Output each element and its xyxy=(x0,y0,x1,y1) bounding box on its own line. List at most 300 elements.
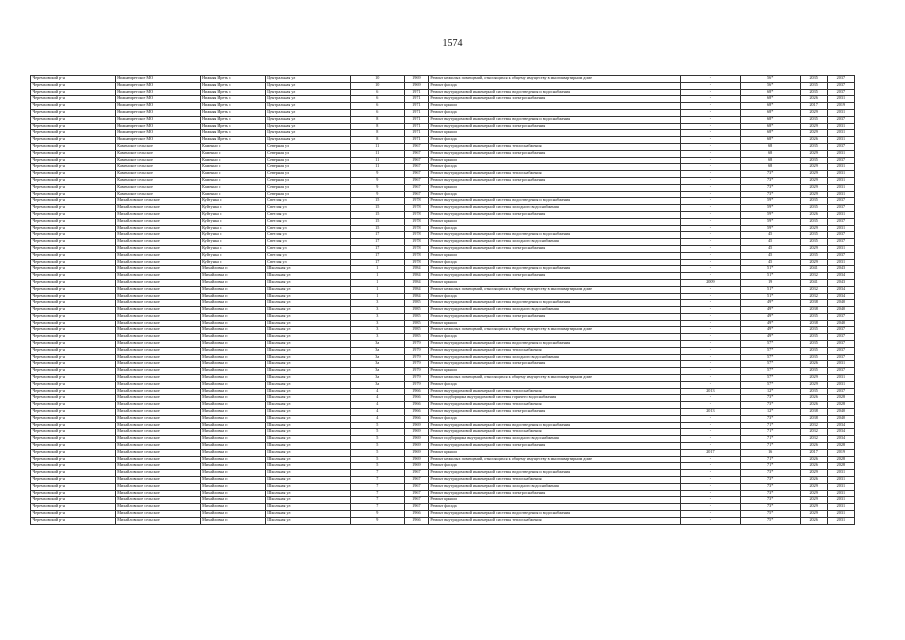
table-row xyxy=(31,171,855,178)
build-year-cell: 1979 xyxy=(404,375,428,382)
house-number-cell: 11 xyxy=(350,143,404,150)
start-year-cell: 2035 xyxy=(800,76,827,83)
street-cell: Светлая ул xyxy=(265,245,350,252)
house-number-cell: 7 xyxy=(350,504,404,511)
settlement-cell: Куйтунка с xyxy=(200,232,265,239)
table-row xyxy=(31,184,855,191)
build-year-cell: 1984 xyxy=(404,286,428,293)
wear-percent-cell: 56* xyxy=(740,82,800,89)
end-year-cell: 2031 xyxy=(827,375,854,382)
street-cell: Северная ул xyxy=(265,191,350,198)
street-cell: Школьная ул xyxy=(265,293,350,300)
settlement-cell: Михайловка п xyxy=(200,402,265,409)
last-repair-year-cell: - xyxy=(681,477,741,484)
build-year-cell: 1979 xyxy=(404,347,428,354)
build-year-cell: 1985 xyxy=(404,307,428,314)
build-year-cell: 1966 xyxy=(404,511,428,518)
district-cell: Черемховский р-н xyxy=(31,225,116,232)
table-row xyxy=(31,341,855,348)
house-number-cell: 1 xyxy=(350,279,404,286)
last-repair-year-cell: - xyxy=(681,150,741,157)
house-number-cell: 17 xyxy=(350,239,404,246)
district-cell: Черемховский р-н xyxy=(31,109,116,116)
end-year-cell: 2028 xyxy=(827,402,854,409)
last-repair-year-cell: - xyxy=(681,375,741,382)
municipality-cell: Михайловское сельское xyxy=(115,211,200,218)
work-type-cell: Ремонт внутридомовой инженерной системы водоотведения и водоснабжения xyxy=(428,422,680,429)
end-year-cell: 2031 xyxy=(827,511,854,518)
table-row xyxy=(31,361,855,368)
build-year-cell: 1966 xyxy=(404,415,428,422)
start-year-cell: 2017 xyxy=(800,103,827,110)
district-cell: Черемховский р-н xyxy=(31,232,116,239)
wear-percent-cell: 68* xyxy=(740,116,800,123)
municipality-cell: Михайловское сельское xyxy=(115,402,200,409)
last-repair-year-cell: - xyxy=(681,82,741,89)
end-year-cell: 2037 xyxy=(827,143,854,150)
street-cell: Светлая ул xyxy=(265,239,350,246)
table-row xyxy=(31,177,855,184)
municipality-cell: Каменское сельское xyxy=(115,143,200,150)
district-cell: Черемховский р-н xyxy=(31,191,116,198)
end-year-cell: 2040 xyxy=(827,409,854,416)
table-row xyxy=(31,347,855,354)
work-type-cell: Ремонт крыши xyxy=(428,218,680,225)
municipality-cell: Михайловское сельское xyxy=(115,245,200,252)
house-number-cell: 1 xyxy=(350,273,404,280)
start-year-cell: 2035 xyxy=(800,327,827,334)
last-repair-year-cell: - xyxy=(681,300,741,307)
build-year-cell: 1969 xyxy=(404,76,428,83)
district-cell: Черемховский р-н xyxy=(31,354,116,361)
street-cell: Школьная ул xyxy=(265,517,350,524)
settlement-cell: Михайловка п xyxy=(200,279,265,286)
table-row xyxy=(31,293,855,300)
municipality-cell: Михайловское сельское xyxy=(115,239,200,246)
start-year-cell: 2035 xyxy=(800,239,827,246)
house-number-cell: 17 xyxy=(350,232,404,239)
last-repair-year-cell: - xyxy=(681,245,741,252)
wear-percent-cell: 73* xyxy=(740,415,800,422)
start-year-cell: 2029 xyxy=(800,130,827,137)
house-number-cell: 3 xyxy=(350,300,404,307)
house-number-cell: 1 xyxy=(350,266,404,273)
table-row xyxy=(31,334,855,341)
start-year-cell: 2026 xyxy=(800,211,827,218)
settlement-cell: Куйтунка с xyxy=(200,259,265,266)
end-year-cell: 2034 xyxy=(827,273,854,280)
start-year-cell: 2029 xyxy=(800,123,827,130)
table-row xyxy=(31,273,855,280)
build-year-cell: 1978 xyxy=(404,252,428,259)
work-type-cell: Ремонт нежилых помещений, относящихся к общему имуществу в многоквартирном доме xyxy=(428,456,680,463)
house-number-cell: 5 xyxy=(350,449,404,456)
district-cell: Черемховский р-н xyxy=(31,456,116,463)
settlement-cell: Михайловка п xyxy=(200,334,265,341)
settlement-cell: Михайловка п xyxy=(200,327,265,334)
repair-schedule-table xyxy=(30,75,855,525)
wear-percent-cell: 57* xyxy=(740,341,800,348)
start-year-cell: 2035 xyxy=(800,347,827,354)
house-number-cell: 6 xyxy=(350,89,404,96)
build-year-cell: 1979 xyxy=(404,368,428,375)
work-type-cell: Ремонт фасада xyxy=(428,381,680,388)
municipality-cell: Михайловское сельское xyxy=(115,449,200,456)
start-year-cell: 2029 xyxy=(800,225,827,232)
build-year-cell: 1967 xyxy=(404,184,428,191)
settlement-cell: Михайловка п xyxy=(200,477,265,484)
street-cell: Школьная ул xyxy=(265,388,350,395)
last-repair-year-cell: - xyxy=(681,456,741,463)
settlement-cell: Михайловка п xyxy=(200,273,265,280)
build-year-cell: 1978 xyxy=(404,245,428,252)
municipality-cell: Михайловское сельское xyxy=(115,313,200,320)
work-type-cell: Ремонт крыши xyxy=(428,449,680,456)
end-year-cell: 2031 xyxy=(827,184,854,191)
end-year-cell: 2040 xyxy=(827,300,854,307)
street-cell: Светлая ул xyxy=(265,198,350,205)
house-number-cell: 8 xyxy=(350,130,404,137)
settlement-cell: Михайловка п xyxy=(200,361,265,368)
settlement-cell: Михайловка п xyxy=(200,409,265,416)
work-type-cell: Ремонт внутридомовой инженерной системы водоотведения и водоснабжения xyxy=(428,116,680,123)
wear-percent-cell: 49* xyxy=(740,327,800,334)
street-cell: Светлая ул xyxy=(265,211,350,218)
last-repair-year-cell: - xyxy=(681,422,741,429)
work-type-cell: Ремонт фасада xyxy=(428,293,680,300)
house-number-cell: 3 xyxy=(350,307,404,314)
street-cell: Школьная ул xyxy=(265,449,350,456)
municipality-cell: Михайловское сельское xyxy=(115,354,200,361)
last-repair-year-cell: - xyxy=(681,354,741,361)
settlement-cell: Каменно с xyxy=(200,191,265,198)
page-number: 1574 xyxy=(442,38,463,49)
table-row xyxy=(31,157,855,164)
end-year-cell: 2031 xyxy=(827,381,854,388)
end-year-cell: 2040 xyxy=(827,415,854,422)
municipality-cell: Михайловское сельское xyxy=(115,273,200,280)
start-year-cell: 2029 xyxy=(800,483,827,490)
start-year-cell: 2029 xyxy=(800,490,827,497)
last-repair-year-cell: - xyxy=(681,239,741,246)
district-cell: Черемховский р-н xyxy=(31,293,116,300)
start-year-cell: 2035 xyxy=(800,143,827,150)
start-year-cell: 2029 xyxy=(800,470,827,477)
municipality-cell: Нижнеиретское МО xyxy=(115,89,200,96)
table-row xyxy=(31,109,855,116)
table-row xyxy=(31,470,855,477)
settlement-cell: Михайловка п xyxy=(200,436,265,443)
work-type-cell: Ремонт внутридомовой инженерной системы водоотведения и водоснабжения xyxy=(428,470,680,477)
table-body xyxy=(31,76,855,525)
municipality-cell: Михайловское сельское xyxy=(115,361,200,368)
work-type-cell: Ремонт внутридомовой инженерной системы электроснабжения xyxy=(428,409,680,416)
last-repair-year-cell: - xyxy=(681,252,741,259)
district-cell: Черемховский р-н xyxy=(31,443,116,450)
street-cell: Школьная ул xyxy=(265,463,350,470)
municipality-cell: Михайловское сельское xyxy=(115,307,200,314)
house-number-cell: 15 xyxy=(350,211,404,218)
table-row xyxy=(31,415,855,422)
table-row xyxy=(31,198,855,205)
district-cell: Черемховский р-н xyxy=(31,327,116,334)
wear-percent-cell: 73* xyxy=(740,477,800,484)
build-year-cell: 1978 xyxy=(404,259,428,266)
district-cell: Черемховский р-н xyxy=(31,395,116,402)
wear-percent-cell: 51* xyxy=(740,266,800,273)
house-number-cell: 3а xyxy=(350,341,404,348)
end-year-cell: 2037 xyxy=(827,239,854,246)
wear-percent-cell: 49* xyxy=(740,320,800,327)
start-year-cell: 2035 xyxy=(800,157,827,164)
house-number-cell: 7 xyxy=(350,483,404,490)
start-year-cell: 2029 xyxy=(800,259,827,266)
municipality-cell: Михайловское сельское xyxy=(115,293,200,300)
wear-percent-cell: 57* xyxy=(740,347,800,354)
street-cell: Школьная ул xyxy=(265,483,350,490)
work-type-cell: Ремонт фасада xyxy=(428,225,680,232)
street-cell: Школьная ул xyxy=(265,368,350,375)
street-cell: Светлая ул xyxy=(265,218,350,225)
wear-percent-cell: 57* xyxy=(740,361,800,368)
district-cell: Черемховский р-н xyxy=(31,273,116,280)
wear-percent-cell: 73* xyxy=(740,171,800,178)
house-number-cell: 8 xyxy=(350,123,404,130)
house-number-cell: 3а xyxy=(350,361,404,368)
settlement-cell: Михайловка п xyxy=(200,504,265,511)
street-cell: Северная ул xyxy=(265,157,350,164)
work-type-cell: Ремонт внутридомовой инженерной системы водоотведения и водоснабжения xyxy=(428,89,680,96)
wear-percent-cell: 59* xyxy=(740,198,800,205)
last-repair-year-cell: - xyxy=(681,395,741,402)
district-cell: Черемховский р-н xyxy=(31,415,116,422)
build-year-cell: 1979 xyxy=(404,361,428,368)
table-row xyxy=(31,76,855,83)
street-cell: Центральная ул xyxy=(265,109,350,116)
street-cell: Школьная ул xyxy=(265,273,350,280)
municipality-cell: Михайловское сельское xyxy=(115,483,200,490)
build-year-cell: 1971 xyxy=(404,123,428,130)
end-year-cell: 2031 xyxy=(827,137,854,144)
build-year-cell: 1969 xyxy=(404,463,428,470)
end-year-cell: 2031 xyxy=(827,123,854,130)
build-year-cell: 1969 xyxy=(404,429,428,436)
municipality-cell: Михайловское сельское xyxy=(115,327,200,334)
municipality-cell: Михайловское сельское xyxy=(115,368,200,375)
start-year-cell: 2029 xyxy=(800,171,827,178)
build-year-cell: 1971 xyxy=(404,137,428,144)
municipality-cell: Каменское сельское xyxy=(115,184,200,191)
work-type-cell: Ремонт крыши xyxy=(428,130,680,137)
end-year-cell: 2037 xyxy=(827,218,854,225)
district-cell: Черемховский р-н xyxy=(31,422,116,429)
municipality-cell: Михайловское сельское xyxy=(115,504,200,511)
end-year-cell: 2031 xyxy=(827,504,854,511)
start-year-cell: 2035 xyxy=(800,252,827,259)
municipality-cell: Михайловское сельское xyxy=(115,218,200,225)
work-type-cell: Ремонт внутридомовой инженерной системы водоотведения и водоснабжения xyxy=(428,266,680,273)
build-year-cell: 1984 xyxy=(404,266,428,273)
build-year-cell: 1971 xyxy=(404,109,428,116)
last-repair-year-cell: 2017 xyxy=(681,449,741,456)
settlement-cell: Куйтунка с xyxy=(200,198,265,205)
settlement-cell: Михайловка п xyxy=(200,354,265,361)
build-year-cell: 1969 xyxy=(404,443,428,450)
work-type-cell: Ремонт внутридомовой инженерной системы водоотведения и водоснабжения xyxy=(428,232,680,239)
municipality-cell: Михайловское сельское xyxy=(115,198,200,205)
settlement-cell: Нижняя Иреть с xyxy=(200,116,265,123)
house-number-cell: 4 xyxy=(350,415,404,422)
table-row xyxy=(31,300,855,307)
municipality-cell: Михайловское сельское xyxy=(115,490,200,497)
street-cell: Школьная ул xyxy=(265,361,350,368)
start-year-cell: 2041 xyxy=(800,279,827,286)
settlement-cell: Михайловка п xyxy=(200,490,265,497)
end-year-cell: 2028 xyxy=(827,463,854,470)
street-cell: Школьная ул xyxy=(265,347,350,354)
wear-percent-cell: 59* xyxy=(740,225,800,232)
work-type-cell: Ремонт внутридомовой инженерной системы водоотведения и водоснабжения xyxy=(428,198,680,205)
build-year-cell: 1985 xyxy=(404,327,428,334)
district-cell: Черемховский р-н xyxy=(31,313,116,320)
start-year-cell: 2041 xyxy=(800,266,827,273)
start-year-cell: 2026 xyxy=(800,402,827,409)
start-year-cell: 2035 xyxy=(800,82,827,89)
end-year-cell: 2037 xyxy=(827,157,854,164)
work-type-cell: Ремонт внутридомовой инженерной системы электроснабжения xyxy=(428,273,680,280)
build-year-cell: 1984 xyxy=(404,279,428,286)
start-year-cell: 2029 xyxy=(800,381,827,388)
last-repair-year-cell: - xyxy=(681,443,741,450)
work-type-cell: Ремонт фасада xyxy=(428,191,680,198)
settlement-cell: Куйтунка с xyxy=(200,211,265,218)
settlement-cell: Нижняя Иреть с xyxy=(200,123,265,130)
last-repair-year-cell: - xyxy=(681,177,741,184)
start-year-cell: 2026 xyxy=(800,456,827,463)
start-year-cell: 2029 xyxy=(800,191,827,198)
end-year-cell: 2031 xyxy=(827,164,854,171)
start-year-cell: 2038 xyxy=(800,320,827,327)
street-cell: Северная ул xyxy=(265,150,350,157)
table-row xyxy=(31,307,855,314)
municipality-cell: Михайловское сельское xyxy=(115,375,200,382)
municipality-cell: Каменское сельское xyxy=(115,191,200,198)
settlement-cell: Нижняя Иреть с xyxy=(200,109,265,116)
settlement-cell: Нижняя Иреть с xyxy=(200,82,265,89)
house-number-cell: 6 xyxy=(350,96,404,103)
district-cell: Черемховский р-н xyxy=(31,483,116,490)
district-cell: Черемховский р-н xyxy=(31,266,116,273)
settlement-cell: Нижняя Иреть с xyxy=(200,96,265,103)
wear-percent-cell: 51* xyxy=(740,293,800,300)
district-cell: Черемховский р-н xyxy=(31,347,116,354)
house-number-cell: 5 xyxy=(350,436,404,443)
district-cell: Черемховский р-н xyxy=(31,150,116,157)
start-year-cell: 2032 xyxy=(800,286,827,293)
settlement-cell: Михайловка п xyxy=(200,300,265,307)
start-year-cell: 2038 xyxy=(800,409,827,416)
street-cell: Школьная ул xyxy=(265,422,350,429)
wear-percent-cell: 73* xyxy=(740,177,800,184)
work-type-cell: Ремонт фасада xyxy=(428,463,680,470)
settlement-cell: Куйтунка с xyxy=(200,252,265,259)
district-cell: Черемховский р-н xyxy=(31,429,116,436)
table-row xyxy=(31,239,855,246)
street-cell: Школьная ул xyxy=(265,307,350,314)
district-cell: Черемховский р-н xyxy=(31,82,116,89)
start-year-cell: 2032 xyxy=(800,436,827,443)
house-number-cell: 5 xyxy=(350,422,404,429)
end-year-cell: 2031 xyxy=(827,361,854,368)
street-cell: Северная ул xyxy=(265,177,350,184)
wear-percent-cell: 49* xyxy=(740,307,800,314)
last-repair-year-cell: - xyxy=(681,517,741,524)
table-row xyxy=(31,252,855,259)
wear-percent-cell: 68 xyxy=(740,143,800,150)
street-cell: Светлая ул xyxy=(265,252,350,259)
table-row xyxy=(31,497,855,504)
wear-percent-cell: 45 xyxy=(740,259,800,266)
municipality-cell: Михайловское сельское xyxy=(115,388,200,395)
build-year-cell: 1969 xyxy=(404,449,428,456)
last-repair-year-cell: - xyxy=(681,286,741,293)
district-cell: Черемховский р-н xyxy=(31,402,116,409)
last-repair-year-cell: - xyxy=(681,497,741,504)
wear-percent-cell: 57* xyxy=(740,375,800,382)
settlement-cell: Михайловка п xyxy=(200,313,265,320)
settlement-cell: Михайловка п xyxy=(200,463,265,470)
end-year-cell: 2037 xyxy=(827,327,854,334)
build-year-cell: 1966 xyxy=(404,395,428,402)
municipality-cell: Михайловское сельское xyxy=(115,443,200,450)
end-year-cell: 2028 xyxy=(827,456,854,463)
end-year-cell: 2037 xyxy=(827,116,854,123)
street-cell: Школьная ул xyxy=(265,300,350,307)
last-repair-year-cell: - xyxy=(681,266,741,273)
street-cell: Школьная ул xyxy=(265,490,350,497)
wear-percent-cell: 68* xyxy=(740,123,800,130)
municipality-cell: Нижнеиретское МО xyxy=(115,96,200,103)
settlement-cell: Михайловка п xyxy=(200,388,265,395)
district-cell: Черемховский р-н xyxy=(31,307,116,314)
district-cell: Черемховский р-н xyxy=(31,211,116,218)
start-year-cell: 2029 xyxy=(800,511,827,518)
table-row xyxy=(31,286,855,293)
end-year-cell: 2031 xyxy=(827,150,854,157)
settlement-cell: Михайловка п xyxy=(200,517,265,524)
settlement-cell: Нижняя Иреть с xyxy=(200,89,265,96)
street-cell: Школьная ул xyxy=(265,286,350,293)
wear-percent-cell: 71* xyxy=(740,463,800,470)
municipality-cell: Нижнеиретское МО xyxy=(115,137,200,144)
end-year-cell: 2031 xyxy=(827,191,854,198)
settlement-cell: Куйтунка с xyxy=(200,239,265,246)
house-number-cell: 15 xyxy=(350,225,404,232)
work-type-cell: Ремонт крыши xyxy=(428,279,680,286)
wear-percent-cell: 49* xyxy=(740,313,800,320)
street-cell: Школьная ул xyxy=(265,409,350,416)
street-cell: Центральная ул xyxy=(265,89,350,96)
settlement-cell: Михайловка п xyxy=(200,429,265,436)
build-year-cell: 1985 xyxy=(404,320,428,327)
work-type-cell: Ремонт крыши xyxy=(428,252,680,259)
end-year-cell: 2028 xyxy=(827,443,854,450)
table-row xyxy=(31,103,855,110)
last-repair-year-cell: - xyxy=(681,109,741,116)
build-year-cell: 1967 xyxy=(404,497,428,504)
district-cell: Черемховский р-н xyxy=(31,123,116,130)
settlement-cell: Михайловка п xyxy=(200,511,265,518)
